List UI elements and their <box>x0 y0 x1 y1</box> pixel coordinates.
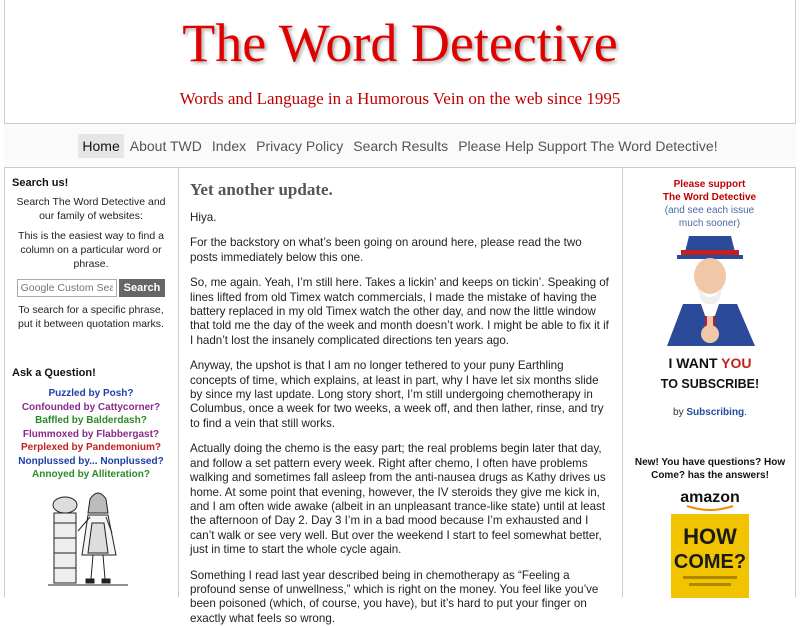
alice-illustration <box>46 483 136 595</box>
ask-link-alliteration[interactable]: Annoyed by Alliteration? <box>32 469 150 480</box>
support-line-1: Please support <box>673 179 746 190</box>
uncle-sam-poster[interactable] <box>647 234 773 404</box>
main-content <box>180 168 621 625</box>
paragraph: Anyway, the upshot is that I am no longer tethered to your puny Earthling concepts of time, which explains, at least in part, why I have let six months slide by since my last update. Long story short, I’m still undergoing chemotherapy in Columbus, once a week for two weeks, a week off, and then lather, rinse, and try to find a vein that still works. <box>190 359 604 430</box>
left-sidebar <box>4 168 179 597</box>
post-title[interactable]: Yet another update. <box>190 180 333 199</box>
search-heading: Search us! <box>12 177 69 189</box>
ask-link-posh[interactable]: Puzzled by Posh? <box>48 388 134 399</box>
search-description: Search The Word Detective and our family of websites: <box>16 196 166 222</box>
paragraph: So, me again. Yeah, I’m still here. Takes a lickin’ and keeps on tickin’. Speaking of lines lifted from old Timex watch commercials, I made the mistake of having the battery replaced in my old Timex watch the other day, and now the little window that told me the day of the week and month doesn’t work. I might be able to fix it if I hadn’t lost the insanely complicated directions ten years ago. <box>190 276 609 347</box>
amazon-logo: amazon <box>680 489 740 506</box>
how-come-book-cover[interactable] <box>663 488 757 598</box>
ask-link-nonplussed[interactable]: Nonplussed by... Nonplussed? <box>18 455 164 467</box>
ask-link-pandemonium[interactable]: Perplexed by Pandemonium? <box>20 442 162 453</box>
nav-item-support[interactable]: Please Help Support The Word Detective! <box>458 138 718 154</box>
by-suffix: . <box>744 407 747 418</box>
poster-text-you: YOU <box>721 355 752 371</box>
subscribe-line <box>623 407 797 418</box>
book-promo-heading: New! You have questions? How Come? has the answers! <box>634 457 786 481</box>
paragraph: For the backstory on what’s been going on around here, please read the two posts immediately below this one. <box>190 236 582 264</box>
nav-item-index[interactable]: Index <box>211 138 247 154</box>
ask-heading: Ask a Question! <box>12 367 96 379</box>
support-heading[interactable] <box>623 178 796 204</box>
subscribe-link[interactable]: Subscribing <box>686 407 745 418</box>
site-tagline: Words and Language in a Humorous Vein on the web since 1995 <box>179 89 621 108</box>
poster-text-subscribe: TO SUBSCRIBE! <box>660 377 760 391</box>
paragraph: Something I read last year described being in chemotherapy as “Feeling a profound sense of unwellness,” which is right on the money. You feel like you’ve been poisoned (which, of course, you have), but it’s hard to put your finger on exactly what feels so wrong. <box>190 568 599 625</box>
ask-list <box>4 387 178 482</box>
site-header <box>4 0 796 124</box>
support-line-2: The Word Detective <box>662 192 757 203</box>
search-tip: To search for a specific phrase, put it between quotation marks. <box>18 304 164 330</box>
paragraph: Hiya. <box>190 211 217 224</box>
search-input[interactable] <box>17 279 117 297</box>
svg-text:I WANT YOU <box>669 355 752 371</box>
ask-link-balderdash[interactable]: Baffled by Balderdash? <box>35 415 147 426</box>
by-prefix: by <box>673 407 687 418</box>
book-title-come: COME? <box>673 551 747 573</box>
poster-text-i-want: I WANT <box>668 355 722 371</box>
right-sidebar <box>622 168 796 597</box>
nav-item-privacy[interactable]: Privacy Policy <box>256 138 344 154</box>
paragraph: Actually doing the chemo is the easy part; the real problems begin later that day, and follow a set pattern every week. Right after chemo, I often have problems walking and sometimes fall asleep from the anti-nausea drugs as Kathy drives us home. At some point that evening, however, the IV steroids they give me kick in, and I am often wide awake (albeit in an unpleasant trance-like state) until at least the afternoon of Day 2. Day 3 I’m in a bad mood because I’m exhausted and I can’t walk or see very well. But over the weekend I start to feel somewhat better, just in time to start the whole cycle again. <box>190 442 606 557</box>
ask-link-cattycorner[interactable]: Confounded by Cattycorner? <box>21 401 161 413</box>
nav-item-search-results[interactable]: Search Results <box>353 138 449 154</box>
site-title[interactable]: The Word Detective <box>182 13 618 73</box>
nav-item-about[interactable]: About TWD <box>129 138 202 154</box>
book-title-how: HOW <box>683 524 737 549</box>
search-form <box>4 279 178 297</box>
main-nav <box>4 124 796 168</box>
search-hint: This is the easiest way to find a column on a particular word or phrase. <box>18 230 164 270</box>
search-button[interactable]: Search <box>119 279 166 297</box>
ask-link-flabbergast[interactable]: Flummoxed by Flabbergast? <box>22 428 160 440</box>
nav-item-home[interactable]: Home <box>78 134 123 158</box>
support-subtext: (and see each issue much sooner) <box>664 205 755 229</box>
